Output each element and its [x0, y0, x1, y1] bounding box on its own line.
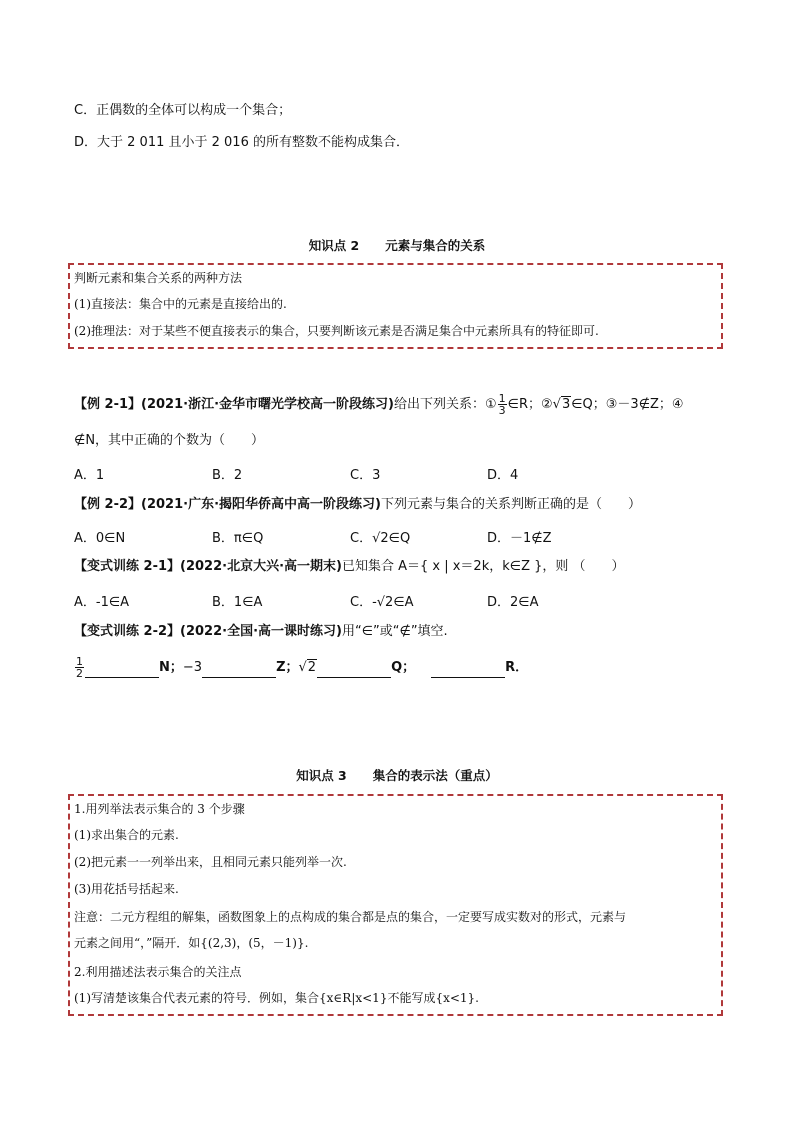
- variant-2-2-question: [74, 623, 448, 641]
- section-2-label: 知识点 2: [308, 238, 360, 253]
- box-line: 判断元素和集合关系的两种方法: [74, 271, 243, 285]
- variant-2-2-text: 用“∈”或“∉”填空.: [341, 624, 448, 639]
- option-a: A．-1∈A: [74, 595, 130, 610]
- section-3-title: [0, 766, 794, 784]
- variant-2-2-prefix: 【变式训练 2-2】: [74, 624, 181, 639]
- option-d: D．－1∉Z: [487, 531, 552, 546]
- answer-blank-2[interactable]: [202, 659, 276, 678]
- variant-2-1-prefix: 【变式训练 2-1】: [74, 559, 181, 574]
- example-2-2-text: 下列元素与集合的关系判断正确的是（ ）: [380, 497, 641, 512]
- box-line: 1.用列举法表示集合的 3 个步骤: [74, 802, 245, 816]
- box-line: (2)把元素一一列举出来，且相同元素只能列举一次.: [74, 855, 347, 869]
- sqrt-3: √3: [552, 397, 571, 412]
- option-b: B．1∈A: [212, 595, 263, 610]
- option-b: B．π∈Q: [212, 531, 264, 546]
- set-r-label: R．: [505, 660, 529, 675]
- answer-blank-1[interactable]: [85, 659, 159, 678]
- box-line: 注意：二元方程组的解集，函数图象上的点构成的集合都是点的集合，一定要写成实数对的形式，元素与: [74, 910, 627, 924]
- answer-blank-4[interactable]: [431, 659, 505, 678]
- option-d-line: D．大于 2 011 且小于 2 016 的所有整数不能构成集合．: [74, 135, 409, 150]
- option-b: B．2: [212, 468, 243, 483]
- box-line: 元素之间用“，”隔开．如{(2,3)，(5，－1)}.: [74, 936, 309, 950]
- example-2-1-lead: 给出下列关系：①: [393, 397, 497, 412]
- example-2-1-question: [74, 393, 684, 416]
- box-line: (1)写清楚该集合代表元素的符号．例如，集合{x∈R|x<1}不能写成{x<1}.: [74, 991, 479, 1005]
- box-line: (2)推理法：对于某些不便直接表示的集合，只要判断该元素是否满足集合中元素所具有的特征即可.: [74, 324, 599, 338]
- option-c: C．√2∈Q: [350, 531, 411, 546]
- box-line: (3)用花括号括起来.: [74, 882, 179, 896]
- box-line: 2.利用描述法表示集合的关注点: [74, 965, 242, 979]
- box-line: (1)直接法：集合中的元素是直接给出的.: [74, 297, 287, 311]
- section-2-title: [0, 236, 794, 254]
- section-3-heading: 集合的表示法（重点）: [372, 768, 498, 783]
- example-2-1-relation-1: ∈R；②: [507, 397, 553, 412]
- section-3-box: [68, 794, 723, 1016]
- variant-2-1-question: [74, 558, 625, 576]
- answer-blank-3[interactable]: [317, 659, 391, 678]
- example-2-1-source: (2021·浙江·金华市曙光学校高一阶段练习): [141, 397, 394, 412]
- set-n-label: N；: [159, 660, 183, 675]
- example-2-1-relation-2: ∈Q；③－3∉Z；④: [571, 397, 684, 412]
- section-2-heading: 元素与集合的关系: [385, 238, 486, 253]
- option-a: A．1: [74, 468, 105, 483]
- box-line: (1)求出集合的元素.: [74, 828, 179, 842]
- example-2-2-question: [74, 496, 641, 514]
- option-d: D．4: [487, 468, 519, 483]
- fraction-one-third: $\frac{1}{3}$: [498, 392, 506, 417]
- example-2-1-prefix: 【例 2-1】: [74, 397, 142, 412]
- option-d: D．2∈A: [487, 595, 539, 610]
- minus-three: −3: [182, 660, 203, 675]
- example-2-2-source: (2021·广东·揭阳华侨高中高一阶段练习): [141, 497, 381, 512]
- set-z-label: Z；: [276, 660, 299, 675]
- option-a: A．0∈N: [74, 531, 126, 546]
- variant-2-2-source: (2022·全国·高一课时练习): [180, 624, 342, 639]
- set-q-label: Q；: [391, 660, 416, 675]
- variant-2-1-text: 已知集合 A＝{ x | x＝2k，k∈Z }，则 （ ）: [341, 559, 625, 574]
- option-c-line: C．正偶数的全体可以构成一个集合；: [74, 103, 292, 118]
- example-2-1-line2: ∉N，其中正确的个数为（ ）: [74, 433, 265, 448]
- section-3-label: 知识点 3: [296, 768, 347, 783]
- section-2-box: [68, 263, 723, 349]
- option-c: C．3: [350, 468, 381, 483]
- fraction-one-half: $\frac{1}{2}$: [76, 655, 83, 680]
- example-2-2-prefix: 【例 2-2】: [74, 497, 142, 512]
- sqrt-2: √2: [298, 660, 317, 675]
- variant-2-1-source: (2022·北京大兴·高一期末): [180, 559, 342, 574]
- fill-in-line: [74, 656, 528, 679]
- option-c: C．-√2∈A: [350, 595, 414, 610]
